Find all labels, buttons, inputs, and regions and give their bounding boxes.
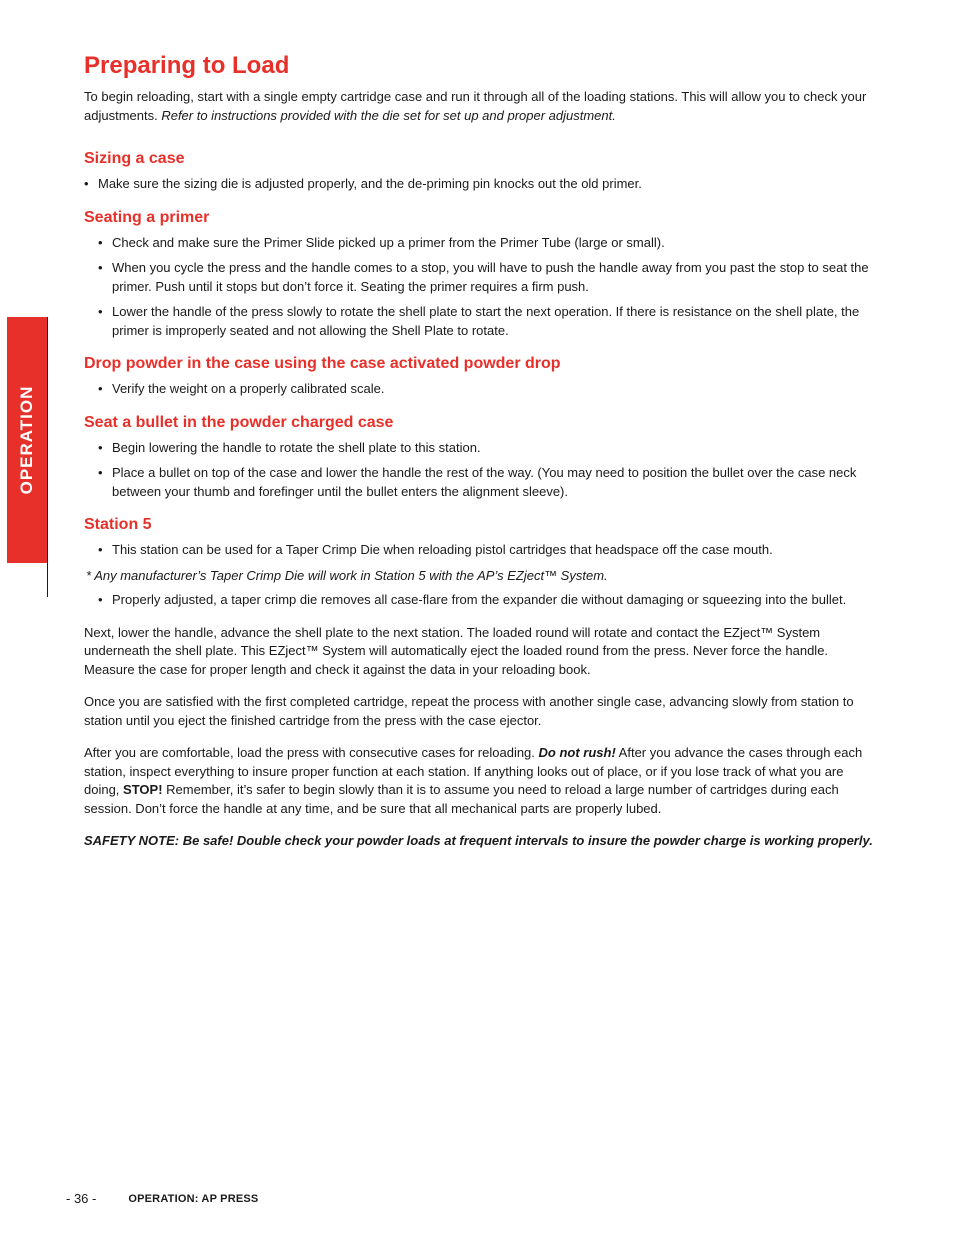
list-item: • This station can be used for a Taper Crimp Die when reloading pistol cartridges that headspace off the case mouth. (84, 541, 874, 560)
bullet-list (84, 541, 874, 560)
section-heading: Seating a primer (84, 208, 210, 226)
section-station-5 (84, 515, 874, 610)
intro-italic: Refer to instructions provided with the die set for set up and proper adjustment. (161, 107, 616, 123)
list-item: • Place a bullet on top of the case and lower the handle the rest of the way. (You may need to position the bullet over the case neck between your thumb and forefinger until the bullet enters the alignment sleeve). (84, 464, 874, 501)
bullet-list (84, 234, 874, 341)
page-footer (66, 1191, 258, 1206)
page-title: Preparing to Load (84, 52, 290, 79)
page-content (84, 50, 874, 851)
section-heading: Station 5 (84, 516, 152, 533)
list-item: • Lower the handle of the press slowly to rotate the shell plate to start the next operation. If there is resistance on the shell plate, the primer is improperly seated and not allowing the Shell Plate to rotate. (84, 303, 874, 340)
list-item: • Properly adjusted, a taper crimp die removes all case-flare from the expander die without damaging or squeezing into the bullet. (84, 591, 874, 610)
section-heading: Seat a bullet in the powder charged case (84, 413, 394, 431)
bullet-list (84, 380, 874, 399)
list-item: • Begin lowering the handle to rotate the shell plate to this station. (84, 439, 874, 458)
section-heading: Sizing a case (84, 150, 185, 167)
list-item: • Make sure the sizing die is adjusted properly, and the de-priming pin knocks out the old primer. (84, 175, 874, 194)
bullet-list (84, 591, 874, 610)
section-heading: Drop powder in the case using the case activated powder drop (84, 355, 561, 372)
section-drop-powder (84, 354, 874, 399)
text: After you are comfortable, load the press with consecutive cases for reloading. (84, 745, 539, 760)
emphasis: Do not rush! (538, 745, 616, 760)
intro-text: To begin reloading, start with a single empty cartridge case and run it through all of the loading stations. This will allow you to check your adjustments. (84, 89, 867, 123)
page-number: - 36 - (66, 1191, 97, 1206)
intro-paragraph (84, 88, 874, 125)
paragraph-satisfied: Once you are satisfied with the first completed cartridge, repeat the process with another single case, advancing slowly from station to station until you eject the finished cartridge from the press with the case ejector. (84, 694, 854, 728)
list-item: • Check and make sure the Primer Slide picked up a primer from the Primer Tube (large or small). (84, 234, 874, 253)
list-item: • Verify the weight on a properly calibrated scale. (84, 380, 874, 399)
bullet-list (84, 439, 874, 502)
safety-note: SAFETY NOTE: Be safe! Double check your powder loads at frequent intervals to insure the powder charge is working properly. (84, 833, 873, 848)
section-tab-label: OPERATION (17, 385, 36, 495)
paragraph-comfortable (84, 744, 874, 818)
emphasis-stop: STOP! (123, 782, 163, 797)
section-seating-primer (84, 208, 874, 341)
footnote: * Any manufacturer’s Taper Crimp Die will work in Station 5 with the AP’s EZject™ System. (86, 567, 608, 583)
divider-line (47, 317, 48, 597)
paragraph-next: Next, lower the handle, advance the shell plate to the next station. The loaded round will rotate and contact the EZject™ System underneath the shell plate. This EZject™ System will automatically eject the loaded round from the press. Never force the handle. Measure the case for proper length and check it against the data in your reloading book. (84, 624, 829, 677)
footer-title: OPERATION: AP PRESS (128, 1192, 259, 1205)
section-seat-bullet (84, 413, 874, 502)
list-item: • When you cycle the press and the handle comes to a stop, you will have to push the handle away from you past the stop to seat the primer. Push until it stops but don’t force it. Seating the primer requires a firm push. (84, 259, 874, 296)
text: Remember, it’s safer to begin slowly than it is to assume you need to reload a large number of cartridges during each session. Don’t force the handle at any time, and be sure that all mechanical parts are properly lubed. (84, 782, 839, 816)
section-sizing (84, 149, 874, 194)
text: After you advance the cases through each station, inspect everything to insure proper function at each station. If anything looks out of place, or if you lose track of what you are doing, (84, 745, 863, 797)
bullet-list (84, 175, 874, 194)
